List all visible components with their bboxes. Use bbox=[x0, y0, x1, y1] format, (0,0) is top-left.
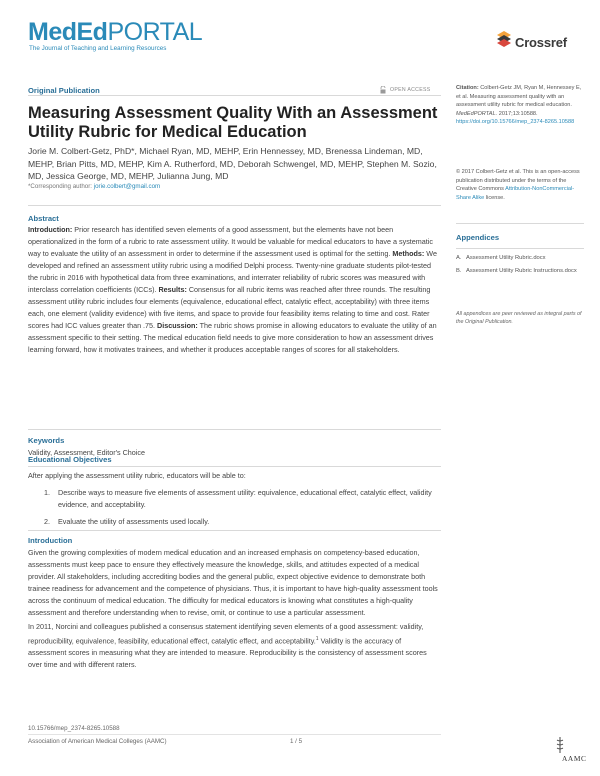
appendix-link[interactable]: Assessment Utility Rubric.docx bbox=[466, 255, 546, 261]
open-access-badge: OPEN ACCESS bbox=[390, 87, 431, 93]
citation-block bbox=[456, 84, 582, 127]
list-number: 2. bbox=[44, 517, 50, 526]
divider bbox=[28, 429, 441, 430]
license-text: © 2017 Colbert-Getz et al. This is an open-access publication distributed under the terms of the Creative Commons bbox=[456, 169, 580, 193]
corresponding-author bbox=[28, 183, 160, 190]
appendix-item[interactable] bbox=[456, 267, 582, 276]
appendix-link[interactable]: Assessment Utility Rubric Instructions.docx bbox=[466, 268, 577, 274]
appendix-letter: B. bbox=[456, 268, 462, 274]
keywords-text: Validity, Assessment, Editor's Choice bbox=[28, 448, 145, 457]
citation-year: 2017;13:10588. bbox=[497, 110, 538, 117]
divider bbox=[456, 248, 584, 249]
introduction-heading: Introduction bbox=[28, 536, 73, 545]
divider bbox=[28, 205, 441, 206]
appendix-letter: A. bbox=[456, 255, 462, 261]
citation-label: Citation: bbox=[456, 85, 479, 91]
abstract-discussion-label: Discussion: bbox=[157, 321, 198, 330]
citation-doi-link[interactable]: https://doi.org/10.15766/mep_2374-8265.10588 bbox=[456, 119, 575, 126]
abstract-body bbox=[28, 224, 440, 356]
divider bbox=[28, 734, 441, 735]
crossref-icon[interactable] bbox=[496, 30, 514, 50]
corresponding-email-link[interactable]: jorie.colbert@gmail.com bbox=[93, 183, 161, 190]
appendices-heading: Appendices bbox=[456, 233, 500, 242]
citation-text: Colbert-Getz JM, Ryan M, Hennessey E, et al. Measuring assessment quality with an assessment utility rubric for medical education. bbox=[456, 85, 582, 109]
abstract-discussion-text: The rubric shows promise in allowing educators to evaluate the utility of an assessment specific to their setting. The medical education field needs to give more consideration to how an assessment drives learning forward, how it motivates trainees, and whether it produces acceptable ranges of scores for all stakeholders. bbox=[28, 321, 437, 354]
abstract-intro-text: Prior research has identified seven elements of a good assessment, but the elements have not been operationalized in the form of a rubric to rate assessment utility. It would be valuable for medical educators to have a systematic way to evaluate the utility of an assessment in order to determine if the assessment used is optimal for the setting. bbox=[28, 225, 433, 258]
footer-organization: Association of American Medical Colleges (AAMC) bbox=[28, 738, 167, 745]
list-text: Describe ways to measure five elements of assessment utility: equivalence, educational effect, catalytic effect, validity evidence, and acceptability. bbox=[58, 488, 432, 509]
aamc-logo-text: AAMC bbox=[562, 754, 587, 763]
objectives-intro: After applying the assessment utility rubric, educators will be able to: bbox=[28, 471, 246, 480]
license-link[interactable]: Attribution-NonCommercial-Share Alike bbox=[456, 186, 575, 201]
objectives-heading: Educational Objectives bbox=[28, 455, 112, 464]
lock-open-icon bbox=[380, 86, 386, 94]
abstract-methods-label: Methods: bbox=[392, 249, 425, 258]
divider bbox=[28, 95, 441, 96]
article-title: Measuring Assessment Quality With an Assessment Utility Rubric for Medical Education bbox=[28, 104, 438, 141]
list-text: Evaluate the utility of assessments used locally. bbox=[58, 517, 210, 526]
aamc-caduceus-icon bbox=[556, 736, 564, 754]
logo-tagline: The Journal of Teaching and Learning Resources bbox=[29, 45, 167, 52]
objectives-list bbox=[44, 487, 440, 533]
footer-doi[interactable]: 10.15766/mep_2374-8265.10588 bbox=[28, 725, 120, 732]
list-number: 1. bbox=[44, 488, 50, 497]
logo-light-text: PORTAL bbox=[107, 18, 203, 46]
introduction-paragraph-2 bbox=[28, 621, 440, 671]
abstract-results-label: Results: bbox=[158, 285, 187, 294]
list-item bbox=[44, 487, 440, 511]
page-number: 1 / 5 bbox=[290, 738, 303, 745]
article-type-label: Original Publication bbox=[28, 86, 100, 95]
license-block bbox=[456, 168, 582, 202]
introduction-paragraph-1: Given the growing complexities of modern medical education and an increased emphasis on competency-based education, assessments must keep pace to ensure they effectively measure the knowledge, skills, and attitudes expected of a medical provider. All stakeholders, including accrediting bodies and the general public, expect objective evidence to demonstrate both trainee readiness for advancement and the competence of physicians. Thus, it is important to have high-quality assessment tools across the continuum of medical education. The difficulty for medical educators is knowing what constitutes a high-quality assessment and therefore understanding when to revise, omit, or continue to use a particular assessment. bbox=[28, 548, 438, 617]
abstract-methods-text: We developed and refined an assessment utility rubric using a modified Delphi process. Twenty-nine graduate students pilot-tested the rubric in 2016 with hypothetical data from three examinations, and interrater reliability of rubric scores was measured with interclass correlation coefficients (ICCs). bbox=[28, 249, 437, 294]
crossref-label[interactable]: Crossref bbox=[515, 35, 567, 50]
logo-bold-text: MedEd bbox=[28, 18, 108, 46]
author-list: Jorie M. Colbert-Getz, PhD*, Michael Ryan, MD, MEHP, Erin Hennessey, MD, Brenessa Lindeman, MD, MEHP, Brian Pitts, MD, MEHP, Kim A. Rutherford, MD, Deborah Schwengel, MD, MEHP, Stephen M. Sozio, MD, Jessica George, MD, MEHP, Julianna Jung, MD bbox=[28, 146, 437, 181]
license-text: license. bbox=[484, 194, 505, 201]
divider bbox=[28, 466, 441, 467]
appendices-note: All appendices are peer reviewed as integral parts of the Original Publication. bbox=[456, 311, 582, 326]
journal-logo[interactable] bbox=[28, 18, 202, 47]
keywords-heading: Keywords bbox=[28, 436, 65, 445]
paragraph-text: In 2011, Norcini and colleagues published a consensus statement identifying seven elements of a good assessment: validity, reproducibility, equivalence, feasibility, educational effect, catalytic effect, and acceptability. bbox=[28, 622, 424, 646]
appendices-list bbox=[456, 254, 582, 280]
corresponding-prefix: *Corresponding author: bbox=[28, 183, 94, 190]
citation-journal: MedEdPORTAL. bbox=[456, 110, 498, 117]
citation-superscript[interactable]: 1 bbox=[315, 636, 319, 642]
abstract-results-text: Consensus for all rubric items was reached after three rounds. The resulting assessment utility rubric includes four elements (equivalence, educational effect, catalytic effect, acceptability) with three items each, one element (validity evidence) with five items, and space to provide four feasibility items relating to time and cost. Rater scores had ICC values greater than .75. bbox=[28, 285, 431, 330]
paragraph-text: Validity is the accuracy of assessment scores in measuring what they are intended to measure. Reproducibility is the consistency of assessment scores over time and with different raters. bbox=[28, 636, 427, 670]
abstract-heading: Abstract bbox=[28, 214, 59, 223]
abstract-intro-label: Introduction: bbox=[28, 225, 73, 234]
divider bbox=[456, 223, 584, 224]
appendix-item[interactable] bbox=[456, 254, 582, 263]
divider bbox=[28, 530, 441, 531]
list-item bbox=[44, 516, 440, 528]
